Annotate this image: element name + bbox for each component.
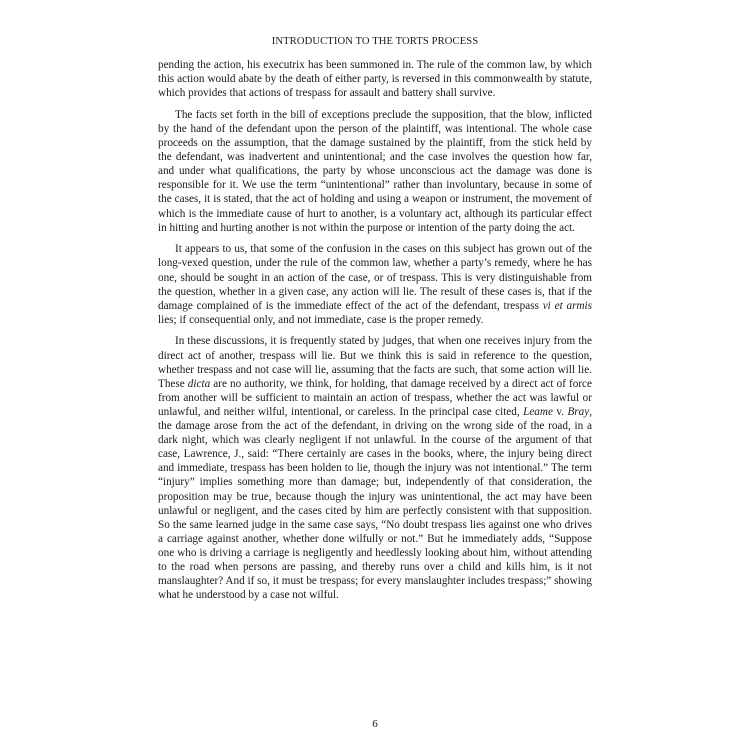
page-number: 6 bbox=[372, 718, 378, 730]
paragraph-3-text-b: lies; if consequential only, and not immediate, case is the proper remedy. bbox=[158, 313, 484, 326]
paragraph-4-text-c: , the damage arose from the act of the defendant, in driving on the wrong side of the road, in a dark night, which was clearly negligent if not unlawful. In the course of the argument of that case, Lawrence, J., said: “There certainly are cases in the books, where, the injury being direct and immediate, trespass has been holden to lie, though the injury was not intentional.” The term “injury” implies something more than damage; but, independently of that consideration, the proposition may be true, because though the injury was unintentional, the act may have been unlawful or negligent, and the cases cited by him are perfectly consistent with that supposition. So the same learned judge in the same case says, “No doubt trespass lies against one who drives a carriage against another, whether done wilfully or not.” But he immediately adds, “Suppose one who is driving a carriage is negligently and heedlessly looking about him, without attending to the road when persons are passing, and thereby runs over a child and kills him, is it not manslaughter? And if so, it must be trespass; for every manslaughter includes trespass;” showing what he understood by a case not wilful. bbox=[158, 405, 592, 602]
paragraph-3-latin-phrase: vi et armis bbox=[542, 299, 592, 312]
paragraph-1 bbox=[158, 58, 592, 100]
paragraph-4-case-versus: v. bbox=[552, 405, 568, 418]
paragraph-4-case-party-1: Leame bbox=[523, 405, 553, 418]
paragraph-4-dicta: dicta bbox=[187, 377, 211, 390]
paragraph-4 bbox=[158, 334, 592, 602]
paragraph-2-text: The facts set forth in the bill of exceptions preclude the supposition, that the blow, inflicted by the hand of the defendant upon the person of the plaintiff, was intentional. The whole case proceeds on the assumption, that the damage sustained by the plaintiff, from the stick held by the defendant, was inadvertent and unintentional; and the case involves the question how far, and under what qualifications, the party by whose unconscious act the damage was done is responsible for it. We use the term “unintentional” rather than involuntary, because in some of the cases, it is stated, that the act of holding and using a weapon or instrument, the movement of which is the immediate cause of hurt to another, is a voluntary act, although its particular effect in hitting and hurting another is not within the purpose or intention of the party doing the act. bbox=[158, 108, 592, 234]
paragraph-3-text-a: It appears to us, that some of the confusion in the cases on this subject has grown out of the long-vexed question, under the rule of the common law, whether a party’s remedy, where he has one, should be sought in an action of the case, or of trespass. This is very distinguishable from the question, whether in a given case, any action will lie. The result of these cases is, that if the damage complained of is the immediate effect of the act of the defendant, trespass bbox=[158, 243, 592, 312]
paragraph-4-text-a: In these discussions, it is frequently stated by judges, that when one receives injury from the direct act of another, trespass will lie. But we think this is said in reference to the question, whether trespass and not case will lie, assuming that the facts are such, that some action will lie. These bbox=[158, 335, 592, 390]
body-text bbox=[158, 58, 592, 602]
paragraph-4-text-b: are no authority, we think, for holding, that damage received by a direct act of force from another will be sufficient to maintain an action of trespass, whether the act was lawful or unlawful, and neither wilful, intentional, or careless. In the principal case cited, bbox=[158, 377, 592, 418]
paragraph-4-case-party-2: Bray bbox=[567, 405, 590, 418]
paragraph-1-text: pending the action, his executrix has been summoned in. The rule of the common law, by which this action would abate by the death of either party, is reversed in this commonwealth by statute, which provides that actions of trespass for assault and battery shall survive. bbox=[158, 59, 592, 100]
paragraph-2 bbox=[158, 108, 592, 235]
book-page bbox=[158, 28, 592, 728]
paragraph-3 bbox=[158, 242, 592, 327]
running-head: INTRODUCTION TO THE TORTS PROCESS bbox=[271, 36, 479, 47]
